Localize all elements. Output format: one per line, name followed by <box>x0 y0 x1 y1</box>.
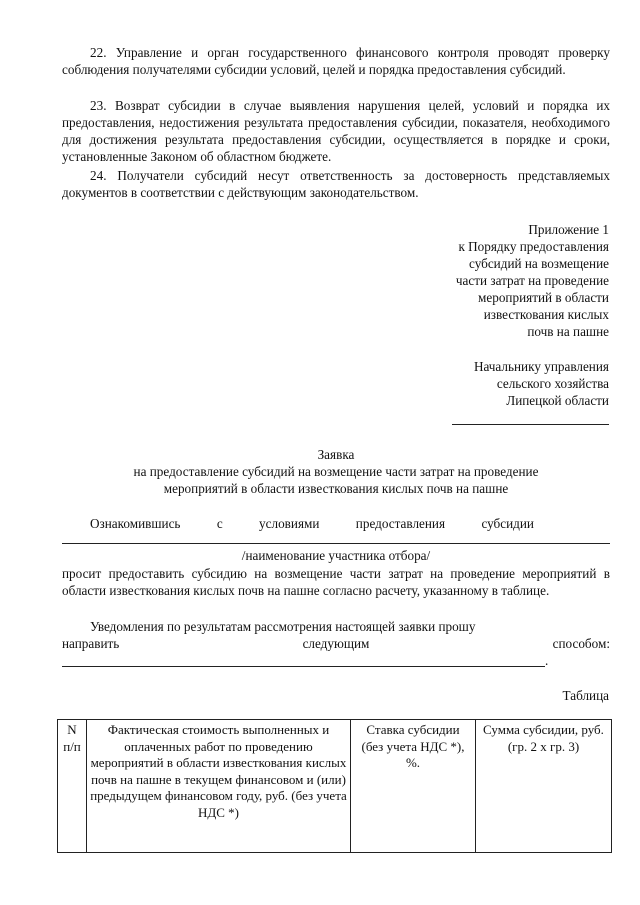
header-subsidy-rate: Ставка субсидии (без учета НДС *), %. <box>351 720 476 853</box>
notify-end-period: . <box>545 653 549 668</box>
notify-word: способом: <box>552 636 610 651</box>
participant-caption: /наименование участника отбора/ <box>241 548 431 563</box>
intro-line <box>90 515 534 532</box>
notify-line-2 <box>62 635 610 652</box>
table-header-row <box>58 720 612 853</box>
intro-word: субсидии <box>481 516 534 531</box>
paragraph-22: 22. Управление и орган государственного финансового контроля проводят проверку соблюдения получателями субсидии условий, целей и порядка предоставления субсидий. <box>62 45 610 77</box>
notify-word: следующим <box>302 636 370 651</box>
table-caption: Таблица <box>562 688 609 703</box>
appendix-block <box>456 221 609 340</box>
header-subsidy-amount: Сумма субсидии, руб. (гр. 2 x гр. 3) <box>476 720 612 853</box>
request-paragraph: просит предоставить субсидию на возмещение части затрат на проведение мероприятий в области известкования кислых почв на пашне согласно расчету, указанному в таблице. <box>62 566 610 598</box>
subsidy-table <box>57 719 612 853</box>
intro-word: Ознакомившись <box>90 516 181 531</box>
notify-line-1: Уведомления по результатам рассмотрения настоящей заявки прошу <box>90 619 476 634</box>
application-subtitle-line-1: на предоставление субсидий на возмещение части затрат на проведение <box>133 464 539 479</box>
intro-word: условиями <box>259 516 320 531</box>
appendix-line: известкования кислых <box>483 307 609 322</box>
appendix-line: субсидий на возмещение <box>469 256 609 271</box>
appendix-line: мероприятий в области <box>478 290 609 305</box>
addressee-line: Начальнику управления <box>473 359 609 374</box>
appendix-line: части затрат на проведение <box>455 273 609 288</box>
addressee-line: Липецкой области <box>506 393 609 408</box>
notify-word: направить <box>62 636 120 651</box>
paragraph-24: 24. Получатели субсидий несут ответственность за достоверность представляемых документов в соответствии с действующим законодательством. <box>62 168 610 200</box>
intro-word: с <box>216 516 223 531</box>
header-actual-cost: Фактическая стоимость выполненных и оплаченных работ по проведению мероприятий в области известкования кислых почв на пашне в текущем финансовом и (или) предыдущем финансовом году, руб. (без учета НДС *) <box>87 720 351 853</box>
appendix-line: к Порядку предоставления <box>458 239 609 254</box>
application-subtitle-line-2: мероприятий в области известкования кислых почв на пашне <box>163 481 509 496</box>
application-title: Заявка <box>317 447 355 462</box>
paragraph-23: 23. Возврат субсидии в случае выявления нарушения целей, условий и порядка их предоставления, недостижения результата предоставления субсидии, показателя, необходимого для достижения результата предоставления субсидии, осуществляется в порядке и сроки, установленные Законом об областном бюджете. <box>62 98 610 164</box>
header-number: N п/п <box>58 720 87 853</box>
appendix-line: почв на пашне <box>527 324 609 339</box>
intro-word: предоставления <box>355 516 446 531</box>
addressee-line: сельского хозяйства <box>496 376 609 391</box>
notify-method-line <box>62 666 545 667</box>
addressee-name-line <box>452 424 609 425</box>
participant-name-line <box>62 543 610 544</box>
appendix-line: Приложение 1 <box>528 222 609 237</box>
addressee-block <box>474 358 609 409</box>
